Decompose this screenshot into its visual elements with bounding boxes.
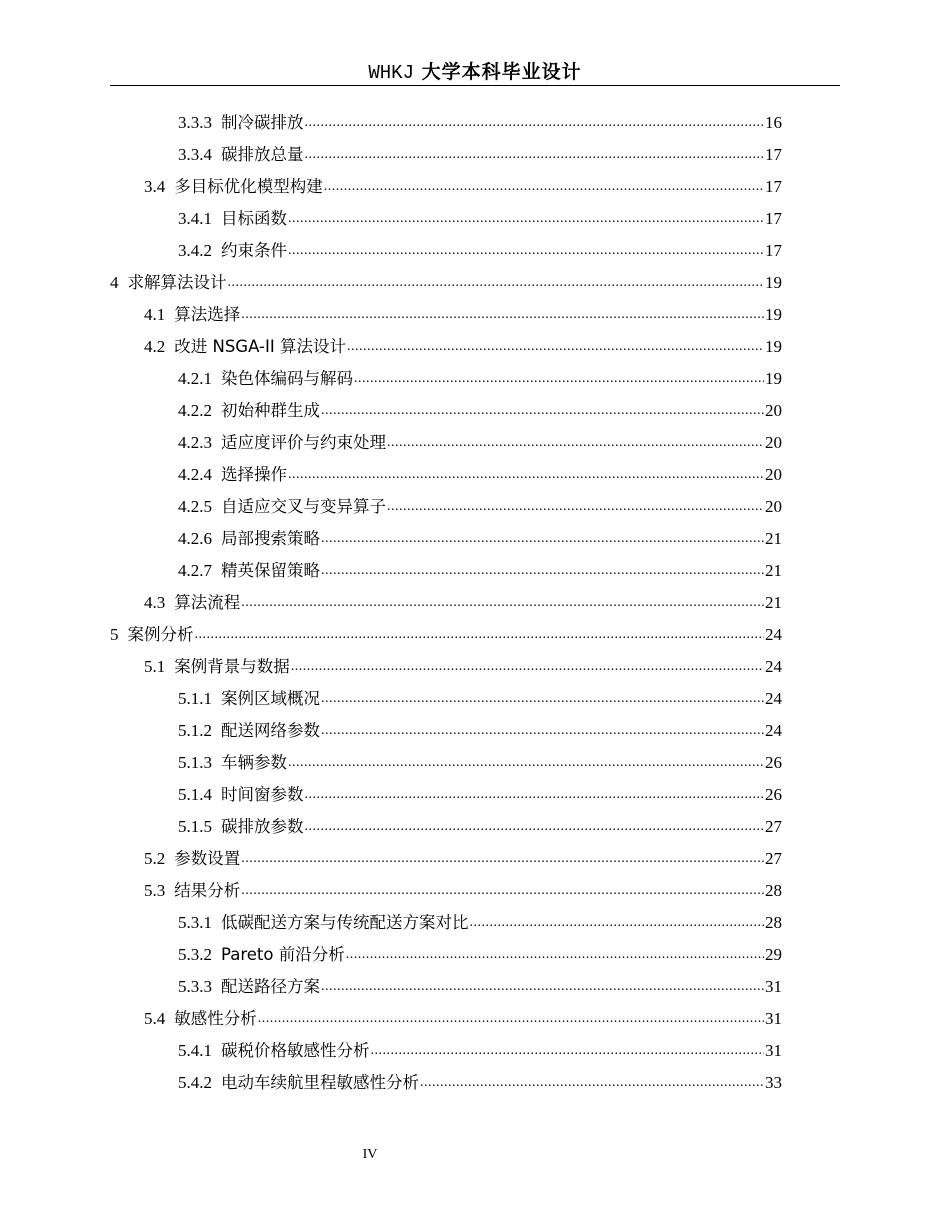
toc-entry-title: 初始种群生成 xyxy=(221,401,320,420)
toc-entry-title: 时间窗参数 xyxy=(221,785,304,804)
toc-dot-leader xyxy=(195,619,765,651)
toc-entry-title: 敏感性分析 xyxy=(174,1009,257,1028)
toc-entry[interactable] xyxy=(110,1003,782,1035)
header-divider xyxy=(110,85,840,86)
toc-entry-title: 精英保留策略 xyxy=(221,561,320,580)
toc-dot-leader xyxy=(387,491,764,523)
toc-dot-leader xyxy=(258,1003,764,1035)
toc-entry-page: 19 xyxy=(765,273,782,292)
toc-entry-number: 4.2 xyxy=(144,337,166,356)
toc-entry-page: 20 xyxy=(765,465,782,484)
toc-entry[interactable] xyxy=(110,139,782,171)
toc-entry[interactable] xyxy=(110,747,782,779)
toc-entry-number: 5.3.3 xyxy=(178,977,212,996)
toc-entry-number: 5.1.5 xyxy=(178,817,212,836)
toc-entry-title: 选择操作 xyxy=(221,465,287,484)
toc-entry-page: 20 xyxy=(765,497,782,516)
toc-entry-page: 31 xyxy=(765,977,782,996)
toc-dot-leader xyxy=(321,555,764,587)
toc-entry[interactable] xyxy=(110,107,782,139)
toc-entry-page: 19 xyxy=(765,369,782,388)
toc-entry-title: 结果分析 xyxy=(174,881,241,900)
toc-entry-title: 配送路径方案 xyxy=(221,977,320,996)
toc-entry-title: 碳排放参数 xyxy=(221,817,304,836)
toc-dot-leader xyxy=(387,427,764,459)
toc-dot-leader xyxy=(470,907,765,939)
toc-entry-title: 目标函数 xyxy=(221,209,287,228)
toc-entry-page: 24 xyxy=(765,657,782,676)
toc-entry-page: 16 xyxy=(765,113,782,132)
toc-entry-page: 20 xyxy=(765,401,782,420)
toc-entry-page: 26 xyxy=(765,785,782,804)
toc-entry-number: 4.2.7 xyxy=(178,561,212,580)
header-university-code: WHKJ xyxy=(368,62,414,84)
toc-entry-page: 19 xyxy=(765,337,782,356)
toc-entry[interactable] xyxy=(110,171,782,203)
toc-entry-number: 3.3.4 xyxy=(178,145,212,164)
toc-entry-title: 制冷碳排放 xyxy=(221,113,304,132)
toc-entry-number: 3.4.2 xyxy=(178,241,212,260)
toc-entry-title: 参数设置 xyxy=(174,849,241,868)
toc-dot-leader xyxy=(371,1035,765,1067)
toc-entry-page: 21 xyxy=(765,561,782,580)
toc-entry[interactable] xyxy=(110,267,782,299)
toc-entry-title: 案例分析 xyxy=(127,625,194,644)
toc-entry-number: 4 xyxy=(110,273,119,292)
toc-entry-page: 17 xyxy=(765,177,782,196)
toc-entry[interactable] xyxy=(110,779,782,811)
toc-entry[interactable] xyxy=(110,555,782,587)
toc-dot-leader xyxy=(321,971,764,1003)
toc-entry[interactable] xyxy=(110,587,782,619)
toc-entry-page: 31 xyxy=(765,1041,782,1060)
toc-dot-leader xyxy=(291,651,764,683)
toc-entry-page: 24 xyxy=(765,625,782,644)
toc-entry-number: 3.4 xyxy=(144,177,166,196)
toc-entry-number: 5.4.2 xyxy=(178,1073,212,1092)
toc-dot-leader xyxy=(241,875,764,907)
toc-entry[interactable] xyxy=(110,427,782,459)
toc-dot-leader xyxy=(324,171,764,203)
toc-entry-page: 24 xyxy=(765,721,782,740)
toc-entry-page: 28 xyxy=(765,881,782,900)
toc-entry-title: 染色体编码与解码 xyxy=(221,369,353,388)
toc-entry-title: 多目标优化模型构建 xyxy=(174,177,323,196)
toc-entry-page: 20 xyxy=(765,433,782,452)
toc-entry-title: 配送网络参数 xyxy=(221,721,320,740)
toc-entry-title: 案例背景与数据 xyxy=(174,657,290,676)
toc-dot-leader xyxy=(288,235,764,267)
toc-entry-number: 5.1 xyxy=(144,657,166,676)
toc-dot-leader xyxy=(305,139,765,171)
toc-entry-number: 5.3.1 xyxy=(178,913,212,932)
toc-entry[interactable] xyxy=(110,1035,782,1067)
toc-dot-leader xyxy=(305,107,765,139)
toc-entry[interactable] xyxy=(110,939,782,971)
toc-entry[interactable] xyxy=(110,235,782,267)
toc-entry[interactable] xyxy=(110,299,782,331)
toc-entry-number: 4.1 xyxy=(144,305,166,324)
toc-entry-title: Pareto 前沿分析 xyxy=(221,945,345,964)
table-of-contents xyxy=(110,107,782,1099)
toc-dot-leader xyxy=(420,1067,764,1099)
toc-entry-number: 4.3 xyxy=(144,593,166,612)
toc-dot-leader xyxy=(321,395,764,427)
toc-entry-title: 低碳配送方案与传统配送方案对比 xyxy=(221,913,469,932)
toc-entry-number: 5.3.2 xyxy=(178,945,212,964)
toc-dot-leader xyxy=(288,203,764,235)
toc-dot-leader xyxy=(305,811,765,843)
toc-entry-title: 局部搜索策略 xyxy=(221,529,320,548)
toc-entry[interactable] xyxy=(110,1067,782,1099)
toc-entry-number: 5.4.1 xyxy=(178,1041,212,1060)
toc-dot-leader xyxy=(241,299,764,331)
toc-dot-leader xyxy=(347,331,764,363)
toc-entry[interactable] xyxy=(110,459,782,491)
toc-entry-number: 4.2.4 xyxy=(178,465,212,484)
toc-entry-title: 自适应交叉与变异算子 xyxy=(221,497,386,516)
toc-entry-title: 碳排放总量 xyxy=(221,145,304,164)
toc-entry[interactable] xyxy=(110,491,782,523)
toc-entry[interactable] xyxy=(110,875,782,907)
toc-entry-page: 17 xyxy=(765,145,782,164)
page-number: IV xyxy=(362,1147,378,1162)
toc-entry-page: 33 xyxy=(765,1073,782,1092)
toc-entry-number: 4.2.6 xyxy=(178,529,212,548)
toc-dot-leader xyxy=(288,459,764,491)
toc-dot-leader xyxy=(346,939,764,971)
toc-entry-title: 适应度评价与约束处理 xyxy=(221,433,386,452)
toc-entry-title: 碳税价格敏感性分析 xyxy=(221,1041,370,1060)
toc-entry-number: 5.4 xyxy=(144,1009,166,1028)
toc-entry-title: 算法选择 xyxy=(174,305,241,324)
toc-entry-page: 21 xyxy=(765,593,782,612)
toc-entry-number: 3.3.3 xyxy=(178,113,212,132)
header-title: 大学本科毕业设计 xyxy=(421,61,582,83)
toc-entry[interactable] xyxy=(110,523,782,555)
toc-entry-number: 5.1.3 xyxy=(178,753,212,772)
toc-entry[interactable] xyxy=(110,715,782,747)
toc-dot-leader xyxy=(241,843,764,875)
toc-entry[interactable] xyxy=(110,843,782,875)
toc-entry[interactable] xyxy=(110,811,782,843)
toc-entry-number: 5.3 xyxy=(144,881,166,900)
toc-entry[interactable] xyxy=(110,619,782,651)
toc-entry-number: 3.4.1 xyxy=(178,209,212,228)
toc-entry-page: 28 xyxy=(765,913,782,932)
page-header xyxy=(110,58,840,87)
toc-entry-title: 电动车续航里程敏感性分析 xyxy=(221,1073,419,1092)
toc-entry[interactable] xyxy=(110,395,782,427)
toc-dot-leader xyxy=(354,363,764,395)
toc-dot-leader xyxy=(241,587,764,619)
toc-entry-title: 约束条件 xyxy=(221,241,287,260)
toc-entry-page: 24 xyxy=(765,689,782,708)
toc-entry[interactable] xyxy=(110,907,782,939)
toc-entry-title: 改进 NSGA-II 算法设计 xyxy=(174,337,346,356)
toc-entry-page: 19 xyxy=(765,305,782,324)
toc-entry-page: 29 xyxy=(765,945,782,964)
toc-dot-leader xyxy=(228,267,765,299)
toc-entry[interactable] xyxy=(110,651,782,683)
toc-dot-leader xyxy=(321,683,764,715)
toc-entry-page: 27 xyxy=(765,849,782,868)
toc-dot-leader xyxy=(305,779,765,811)
toc-entry-title: 车辆参数 xyxy=(221,753,287,772)
toc-entry-number: 4.2.3 xyxy=(178,433,212,452)
toc-entry[interactable] xyxy=(110,331,782,363)
toc-entry-title: 案例区域概况 xyxy=(221,689,320,708)
toc-entry-title: 算法流程 xyxy=(174,593,241,612)
toc-entry-number: 4.2.5 xyxy=(178,497,212,516)
toc-dot-leader xyxy=(321,715,764,747)
toc-entry-number: 4.2.2 xyxy=(178,401,212,420)
toc-entry-number: 4.2.1 xyxy=(178,369,212,388)
toc-entry-page: 17 xyxy=(765,209,782,228)
toc-entry[interactable] xyxy=(110,971,782,1003)
toc-entry-page: 26 xyxy=(765,753,782,772)
toc-entry-page: 17 xyxy=(765,241,782,260)
toc-entry-number: 5.1.1 xyxy=(178,689,212,708)
toc-entry-page: 27 xyxy=(765,817,782,836)
toc-entry[interactable] xyxy=(110,683,782,715)
toc-entry[interactable] xyxy=(110,363,782,395)
toc-entry-page: 31 xyxy=(765,1009,782,1028)
toc-entry-number: 5.1.4 xyxy=(178,785,212,804)
toc-dot-leader xyxy=(288,747,764,779)
toc-entry-number: 5.1.2 xyxy=(178,721,212,740)
toc-entry-title: 求解算法设计 xyxy=(127,273,227,292)
toc-entry-number: 5 xyxy=(110,625,119,644)
toc-dot-leader xyxy=(321,523,764,555)
toc-entry-number: 5.2 xyxy=(144,849,166,868)
toc-entry-page: 21 xyxy=(765,529,782,548)
toc-entry[interactable] xyxy=(110,203,782,235)
